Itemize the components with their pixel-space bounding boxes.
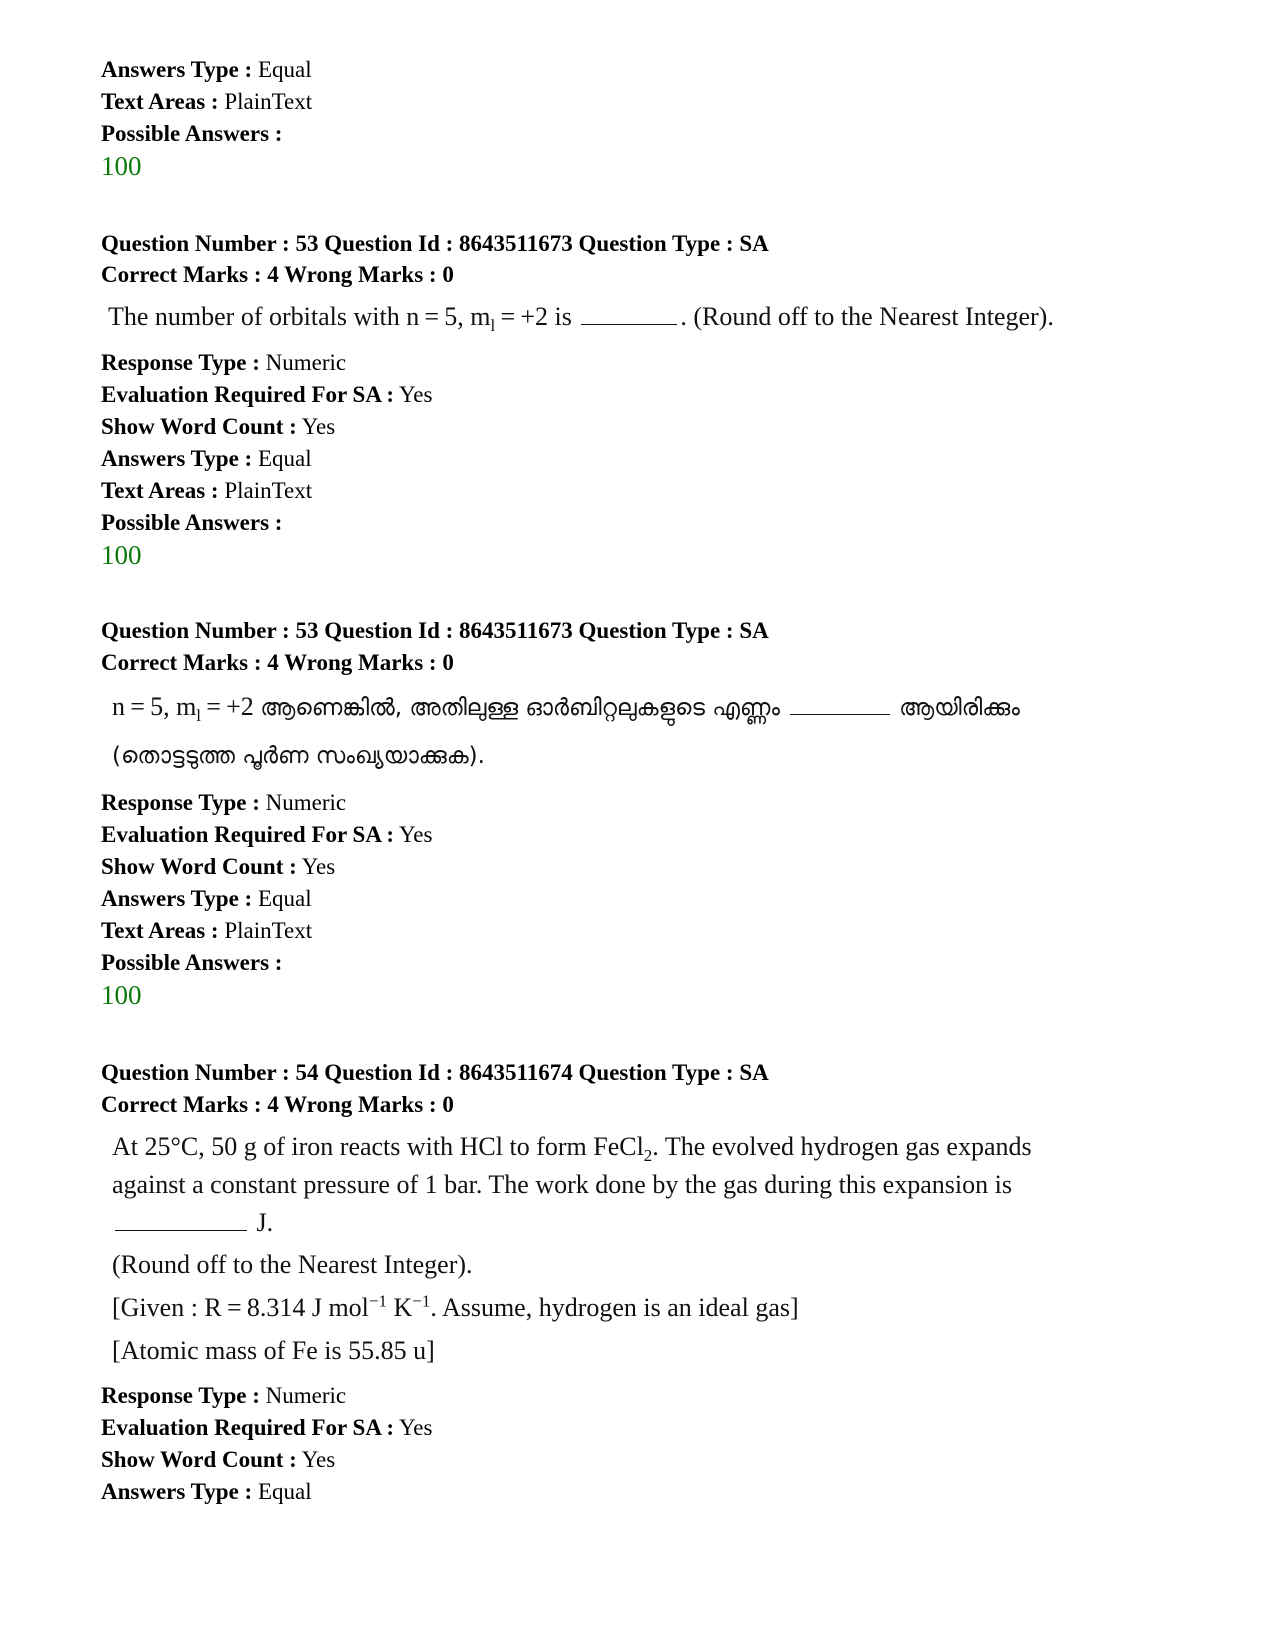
show-word-count-row: Show Word Count : Yes xyxy=(101,1447,336,1472)
response-type-row: Response Type : Numeric xyxy=(101,790,347,815)
answers-type-row: Answers Type : Equal xyxy=(101,446,312,471)
question-text: The number of orbitals with n = 5, $m_l = +2$ is . (Round off to the Nearest Integer). xyxy=(108,302,1054,336)
question-text-line1: At 25°C, 50 g of iron reacts with HCl to form FeCl$_2$. The evolved hydrogen gas expands xyxy=(112,1132,1032,1166)
eval-required-row: Evaluation Required For SA : Yes xyxy=(101,1415,433,1440)
question-text-line2: against a constant pressure of 1 bar. The work done by the gas during this expansion is xyxy=(112,1170,1012,1199)
question-marks: Correct Marks : 4 Wrong Marks : 0 xyxy=(101,262,454,287)
answer-blank xyxy=(581,323,677,325)
answers-type-row: Answers Type : Equal xyxy=(101,1479,312,1504)
question-text-line4: (Round off to the Nearest Integer). xyxy=(112,1250,473,1279)
eval-required-row: Evaluation Required For SA : Yes xyxy=(101,822,433,847)
question-text-malayalam: n = 5, $m_l = +2$ ആണെങ്കിൽ, അതിലുള്ള ഓർബിറ്റലുകളുടെ എണ്ണം ആയിരിക്കും xyxy=(112,692,1020,726)
eval-required-row: Evaluation Required For SA : Yes xyxy=(101,382,433,407)
text-areas-row: Text Areas : PlainText xyxy=(101,918,313,943)
show-word-count-row: Show Word Count : Yes xyxy=(101,414,336,439)
question-text-malayalam-line2: (തൊട്ടടുത്ത പൂർണ സംഖ്യയാക്കുക). xyxy=(112,743,485,769)
question-header: Question Number : 53 Question Id : 8643511673 Question Type : SA xyxy=(101,618,769,643)
answers-type-row: Answers Type : Equal xyxy=(101,57,312,82)
text-areas-row: Text Areas : PlainText xyxy=(101,89,313,114)
possible-answer-value: 100 xyxy=(101,151,142,181)
text-areas-value: PlainText xyxy=(224,89,313,114)
question-text-line5: [Given : R = 8.314 J mol$^{-1}$ $K^{-1}$. Assume, hydrogen is an ideal gas] xyxy=(112,1291,799,1322)
answer-blank xyxy=(790,713,890,715)
show-word-count-row: Show Word Count : Yes xyxy=(101,854,336,879)
possible-answers-label: Possible Answers : xyxy=(101,121,283,146)
response-type-row: Response Type : Numeric xyxy=(101,350,347,375)
text-areas-row: Text Areas : PlainText xyxy=(101,478,313,503)
question-text-line6: [Atomic mass of Fe is 55.85 u] xyxy=(112,1336,435,1365)
possible-answers-label: Possible Answers : xyxy=(101,510,283,535)
answers-type-value: Equal xyxy=(257,57,312,82)
response-type-row: Response Type : Numeric xyxy=(101,1383,347,1408)
possible-answers-label: Possible Answers : xyxy=(101,950,283,975)
question-header: Question Number : 54 Question Id : 8643511674 Question Type : SA xyxy=(101,1060,769,1085)
question-header: Question Number : 53 Question Id : 8643511673 Question Type : SA xyxy=(101,231,769,256)
question-marks: Correct Marks : 4 Wrong Marks : 0 xyxy=(101,1092,454,1117)
answers-type-row: Answers Type : Equal xyxy=(101,886,312,911)
question-marks: Correct Marks : 4 Wrong Marks : 0 xyxy=(101,650,454,675)
question-text-line3: J. xyxy=(112,1206,273,1240)
answer-blank xyxy=(115,1229,247,1231)
possible-answer-value: 100 xyxy=(101,540,142,570)
possible-answer-value: 100 xyxy=(101,980,142,1010)
